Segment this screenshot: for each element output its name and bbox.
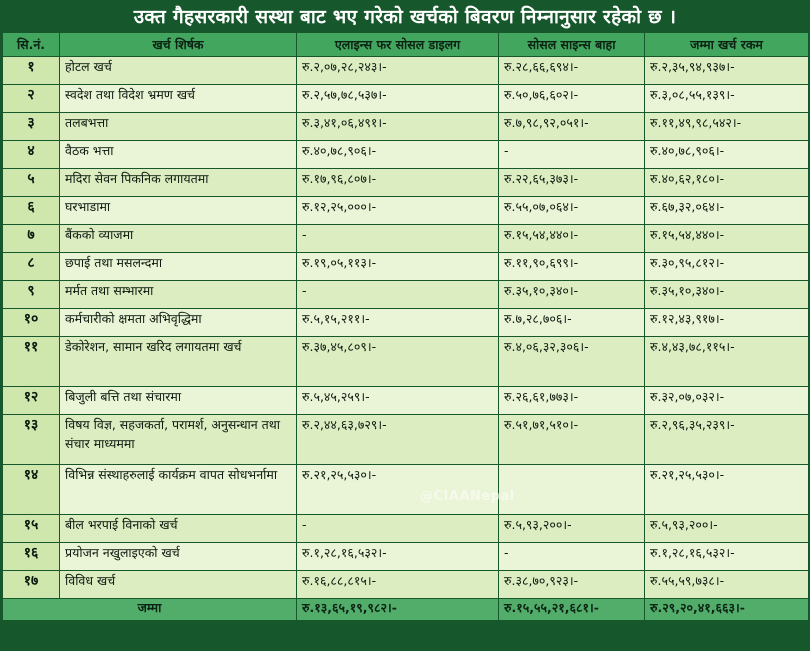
row-baha-amount: रु.२६,६१,७७३।- [499, 387, 645, 415]
row-alliance-amount: रु.१,२८,१६,५३२।- [297, 543, 499, 571]
row-alliance-amount: - [297, 225, 499, 253]
row-total-amount: रु.२,३५,९४,९३७।- [645, 57, 809, 85]
row-sn: १३ [3, 415, 60, 465]
row-sn: ६ [3, 197, 60, 225]
row-expense-head: होटल खर्च [60, 57, 297, 85]
row-baha-amount [499, 465, 645, 515]
row-expense-head: मर्मत तथा सम्भारमा [60, 281, 297, 309]
row-alliance-amount: रु.५,४५,२५९।- [297, 387, 499, 415]
row-sn: १६ [3, 543, 60, 571]
row-sn: २ [3, 85, 60, 113]
row-expense-head: मदिरा सेवन पिकनिक लगायतमा [60, 169, 297, 197]
row-total-amount: रु.६७,३२,०६४।- [645, 197, 809, 225]
row-sn: ९ [3, 281, 60, 309]
row-alliance-amount: - [297, 515, 499, 543]
row-alliance-amount: रु.१७,९६,८०७।- [297, 169, 499, 197]
row-alliance-amount: रु.१६,८८,८१५।- [297, 571, 499, 599]
table-header-row [3, 33, 809, 57]
row-expense-head: स्वदेश तथा विदेश भ्रमण खर्च [60, 85, 297, 113]
table-row [3, 141, 809, 169]
row-expense-head: छपाई तथा मसलन्दमा [60, 253, 297, 281]
row-alliance-amount: रु.५,१५,२११।- [297, 309, 499, 337]
col-header-alliance: एलाइन्स फर सोसल डाइलग [297, 33, 499, 57]
row-alliance-amount: रु.२,५७,७८,५३७।- [297, 85, 499, 113]
col-header-baha: सोसल साइन्स बाहा [499, 33, 645, 57]
row-expense-head: कर्मचारीको क्षमता अभिवृद्धिमा [60, 309, 297, 337]
row-baha-amount: रु.७,२८,७०६।- [499, 309, 645, 337]
row-alliance-amount: रु.४०,७८,९०६।- [297, 141, 499, 169]
table-row [3, 253, 809, 281]
table-row [3, 57, 809, 85]
row-baha-amount: - [499, 141, 645, 169]
row-expense-head: बिजुली बत्ति तथा संचारमा [60, 387, 297, 415]
row-sn: ३ [3, 113, 60, 141]
row-total-amount: रु.३२,०७,०३२।- [645, 387, 809, 415]
row-alliance-amount: रु.२१,२५,५३०।- [297, 465, 499, 515]
table-row [3, 281, 809, 309]
row-expense-head: घरभाडामा [60, 197, 297, 225]
table-row [3, 169, 809, 197]
row-baha-amount: रु.५५,०७,०६४।- [499, 197, 645, 225]
table-row [3, 571, 809, 599]
row-expense-head: विविध खर्च [60, 571, 297, 599]
col-header-sn: सि.नं. [3, 33, 60, 57]
row-sn: १७ [3, 571, 60, 599]
table-row [3, 113, 809, 141]
row-total-amount: रु.३,०८,५५,१३९।- [645, 85, 809, 113]
row-baha-amount: रु.३८,७०,९२३।- [499, 571, 645, 599]
row-total-amount: रु.२,९६,३५,२३९।- [645, 415, 809, 465]
row-total-amount: रु.४०,७८,९०६।- [645, 141, 809, 169]
row-alliance-amount: रु.२,०७,२८,२४३।- [297, 57, 499, 85]
row-alliance-amount: रु.१२,२५,०००।- [297, 197, 499, 225]
row-sn: १ [3, 57, 60, 85]
table-row [3, 387, 809, 415]
table-row [3, 515, 809, 543]
col-header-expense-head: खर्च शिर्षक [60, 33, 297, 57]
row-sn: ८ [3, 253, 60, 281]
row-expense-head: डेकोरेशन, सामान खरिद लगायतमा खर्च [60, 337, 297, 387]
row-alliance-amount: - [297, 281, 499, 309]
row-sn: ५ [3, 169, 60, 197]
table-row [3, 85, 809, 113]
row-baha-amount: रु.५१,७१,५१०।- [499, 415, 645, 465]
row-total-amount: रु.११,४९,९८,५४२।- [645, 113, 809, 141]
table-row [3, 337, 809, 387]
row-baha-amount: रु.४,०६,३२,३०६।- [499, 337, 645, 387]
row-expense-head: तलबभत्ता [60, 113, 297, 141]
row-total-amount: रु.५५,५९,७३८।- [645, 571, 809, 599]
table-row [3, 415, 809, 465]
row-expense-head: विभिन्न संस्थाहरुलाई कार्यक्रम वापत सोधभर्नामा [60, 465, 297, 515]
total-baha-amount: रु.१५,५५,२१,६८१।- [499, 599, 645, 621]
row-total-amount: रु.४,४३,७८,११५।- [645, 337, 809, 387]
row-alliance-amount: रु.३,४१,०६,४९१।- [297, 113, 499, 141]
row-baha-amount: रु.५०,७६,६०२।- [499, 85, 645, 113]
total-alliance-amount: रु.१३,६५,१९,९८२।- [297, 599, 499, 621]
row-expense-head: विषय विज्ञ, सहजकर्ता, परामर्श, अनुसन्धान तथा संचार माध्यममा [60, 415, 297, 465]
total-grand-amount: रु.२९,२०,४१,६६३।- [645, 599, 809, 621]
row-total-amount: रु.३५,१०,३४०।- [645, 281, 809, 309]
total-row [3, 599, 809, 621]
row-baha-amount: रु.२२,६५,३७३।- [499, 169, 645, 197]
row-sn: १२ [3, 387, 60, 415]
row-sn: १० [3, 309, 60, 337]
watermark: @CIAANepal [420, 489, 515, 504]
row-expense-head: प्रयोजन नखुलाइएको खर्च [60, 543, 297, 571]
row-sn: १५ [3, 515, 60, 543]
total-label: जम्मा [3, 599, 297, 621]
row-total-amount: रु.१२,४३,९१७।- [645, 309, 809, 337]
row-baha-amount: रु.३५,१०,३४०।- [499, 281, 645, 309]
table-row [3, 309, 809, 337]
row-baha-amount: रु.७,९८,९२,०५१।- [499, 113, 645, 141]
expense-table [2, 32, 809, 621]
table-row [3, 225, 809, 253]
row-total-amount: रु.४०,६२,१८०।- [645, 169, 809, 197]
row-expense-head: बैंकको व्याजमा [60, 225, 297, 253]
row-sn: १४ [3, 465, 60, 515]
row-baha-amount: रु.११,९०,६९९।- [499, 253, 645, 281]
row-baha-amount: रु.२८,६६,६९४।- [499, 57, 645, 85]
table-row [3, 197, 809, 225]
row-alliance-amount: रु.३७,४५,८०९।- [297, 337, 499, 387]
table-row [3, 465, 809, 515]
row-expense-head: बील भरपाई विनाको खर्च [60, 515, 297, 543]
row-expense-head: वैठक भत्ता [60, 141, 297, 169]
row-alliance-amount: रु.२,४४,६३,७२९।- [297, 415, 499, 465]
row-total-amount: रु.१,२८,१६,५३२।- [645, 543, 809, 571]
page-title: उक्त गैहसरकारी सस्था बाट भए गरेको खर्चको बिवरण निम्नानुसार रहेको छ । [133, 6, 677, 28]
row-sn: ११ [3, 337, 60, 387]
row-baha-amount: रु.५,९३,२००।- [499, 515, 645, 543]
row-total-amount: रु.२१,२५,५३०।- [645, 465, 809, 515]
col-header-total: जम्मा खर्च रकम [645, 33, 809, 57]
row-baha-amount: रु.१५,५४,४४०।- [499, 225, 645, 253]
row-total-amount: रु.३०,९५,८१२।- [645, 253, 809, 281]
row-baha-amount: - [499, 543, 645, 571]
row-sn: ७ [3, 225, 60, 253]
row-total-amount: रु.१५,५४,४४०।- [645, 225, 809, 253]
row-total-amount: रु.५,९३,२००।- [645, 515, 809, 543]
table-row [3, 543, 809, 571]
row-alliance-amount: रु.१९,०५,११३।- [297, 253, 499, 281]
row-sn: ४ [3, 141, 60, 169]
